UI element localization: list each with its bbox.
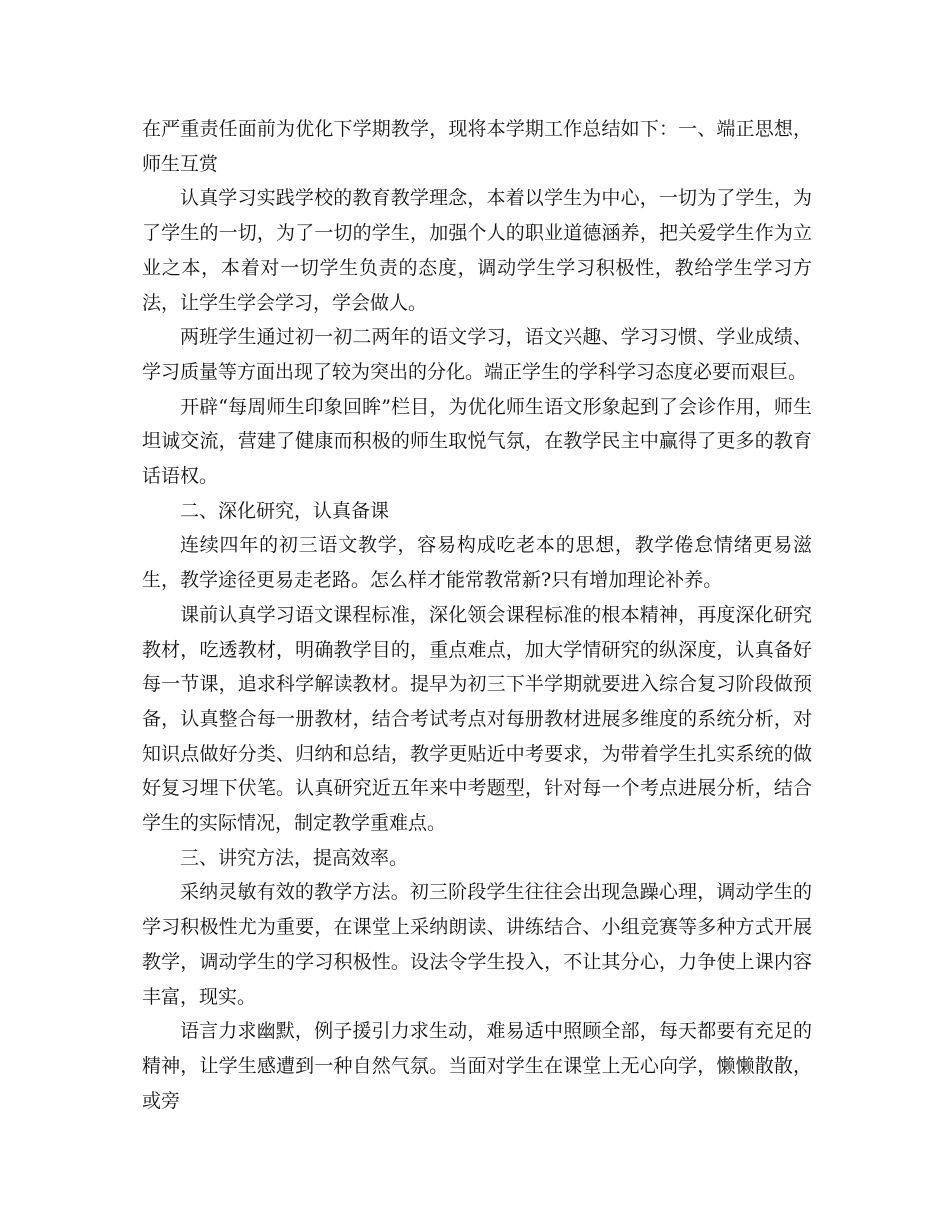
paragraph-lesson-preparation: 课前认真学习语文课程标准，深化领会课程标准的根本精神，再度深化研究教材，吃透教材，明确教学目的，重点难点，加大学情研究的纵深度，认真备好每一节课，追求科学解读教材。提早为初三下半学期就要进入综合复习阶段做预备，认真整合每一册教材，结合考试考点对每册教材进展多维度的系统分析，对知识点做好分类、归纳和总结，教学更贴近中考要求，为带着学生扎实系统的做好复习埋下伏笔。认真研究近五年来中考题型，针对每一个考点进展分析，结合学生的实际情况，制定教学重难点。 — [142, 603, 812, 835]
paragraph-intro: 在严重责任面前为优化下学期教学，现将本学期工作总结如下：一、端正思想，师生互赏 — [142, 118, 812, 175]
section-heading-3: 三、讲究方法，提高效率。 — [180, 846, 409, 869]
paragraph-class-situation: 两班学生通过初一初二两年的语文学习，语文兴趣、学习习惯、学业成绩、学习质量等方面出现了较为突出的分化。端正学生的学科学习态度必要而艰巨。 — [142, 326, 812, 383]
document-body — [142, 112, 812, 1118]
paragraph-teaching-methods: 采纳灵敏有效的教学方法。初三阶段学生往往会出现急躁心理，调动学生的学习积极性尤为重要，在课堂上采纳朗读、讲练结合、小组竞赛等多种方式开展教学，调动学生的学习积极性。设法令学生投入，不让其分心，力争使上课内容丰富，现实。 — [142, 881, 812, 1008]
section-heading-2: 二、深化研究，认真备课 — [180, 499, 390, 522]
paragraph-teaching-philosophy: 认真学习实践学校的教育教学理念，本着以学生为中心，一切为了学生，为了学生的一切，为了一切的学生，加强个人的职业道德涵养，把关爱学生作为立业之本，本着对一切学生负责的态度，调动学生学习积极性，教给学生学习方法，让学生学会学习，学会做人。 — [142, 187, 812, 314]
paragraph-weekly-column: 开辟“每周师生印象回眸”栏目，为优化师生语文形象起到了会诊作用，师生坦诚交流，营建了健康而积极的师生取悦气氛，在教学民主中赢得了更多的教育话语权。 — [142, 395, 812, 488]
paragraph-language-humor: 语言力求幽默，例子援引力求生动，难易适中照顾全部，每天都要有充足的精神，让学生感遭到一种自然气氛。当面对学生在课堂上无心向学，懒懒散散，或旁 — [142, 1020, 812, 1112]
paragraph-theory-supplement: 连续四年的初三语文教学，容易构成吃老本的思想，教学倦怠情绪更易滋生，教学途径更易走老路。怎么样才能常教常新?只有增加理论补养。 — [142, 534, 812, 592]
